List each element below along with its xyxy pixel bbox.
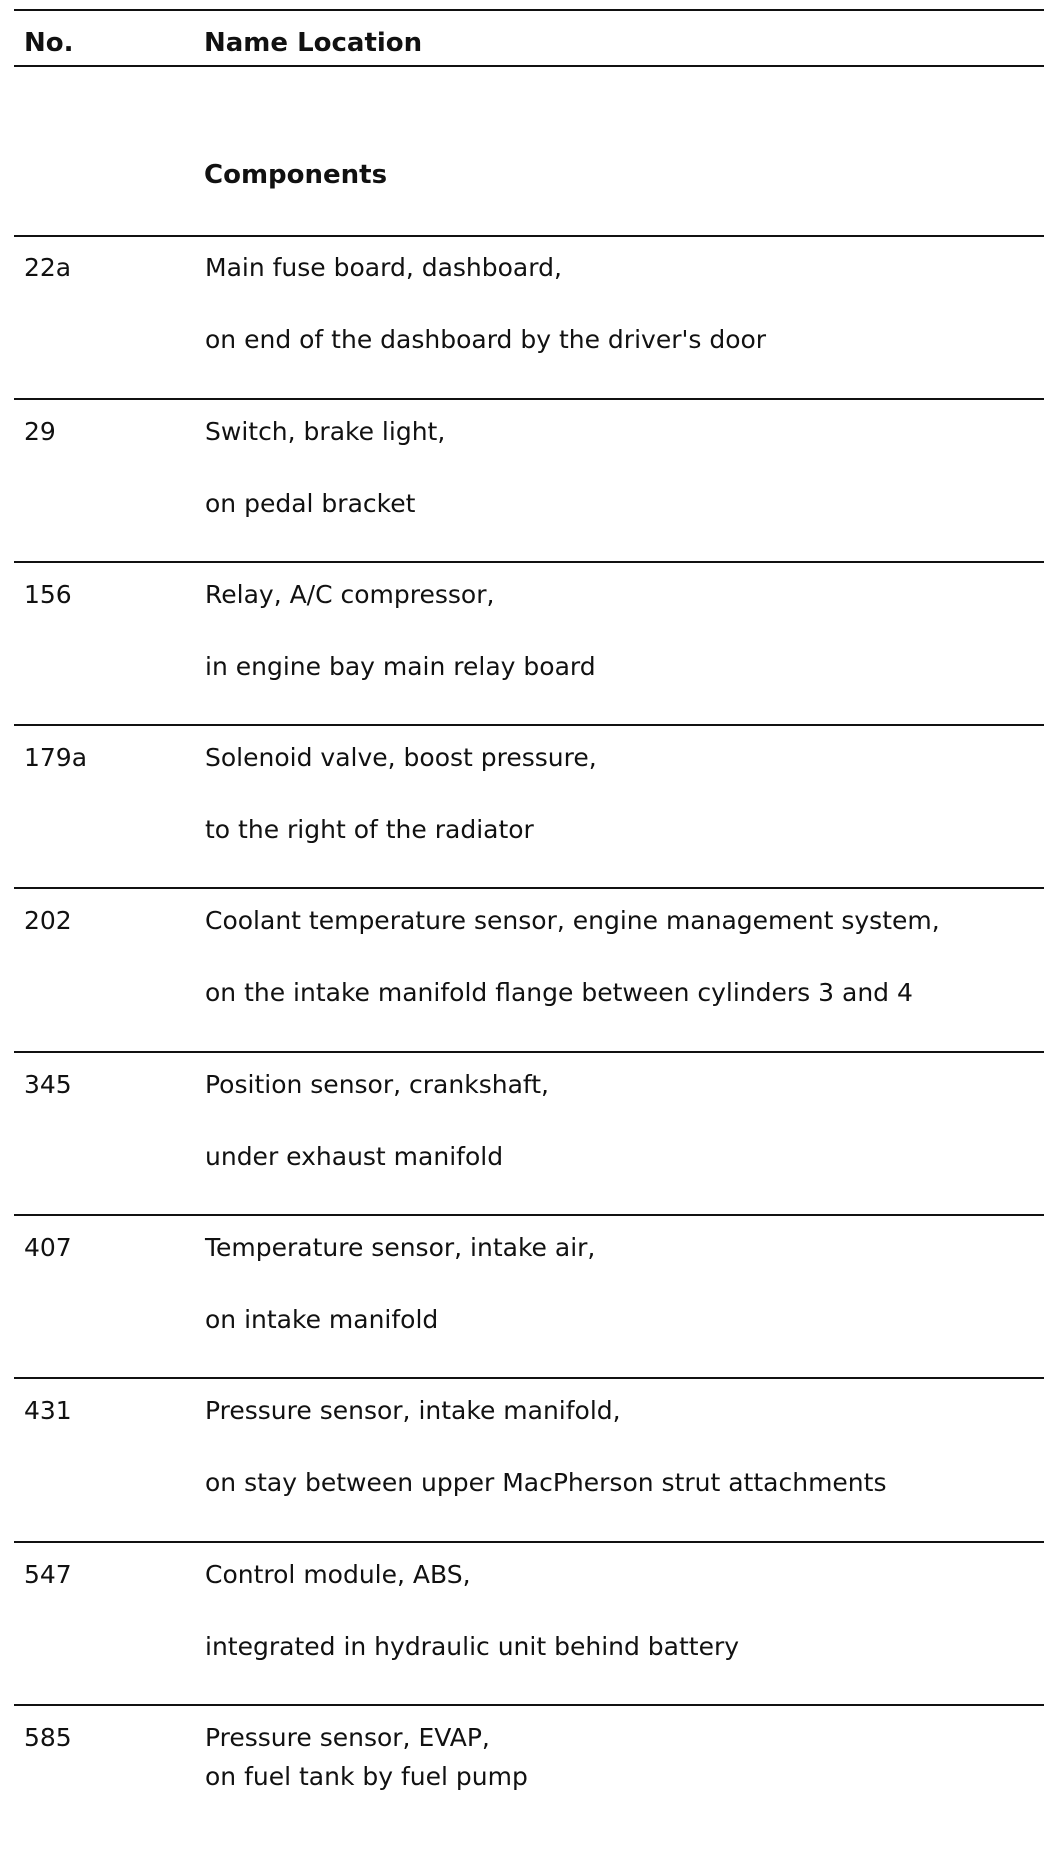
row-number: 202 xyxy=(24,906,72,935)
row-number: 585 xyxy=(24,1723,72,1752)
section-rule xyxy=(14,235,1044,237)
row-name: Pressure sensor, intake manifold, xyxy=(205,1396,621,1425)
section-title: Components xyxy=(204,160,388,190)
row-divider xyxy=(14,398,1044,400)
table-row xyxy=(0,572,1056,732)
row-divider xyxy=(14,887,1044,889)
row-divider xyxy=(14,724,1044,726)
row-divider xyxy=(14,1051,1044,1053)
row-divider xyxy=(14,1541,1044,1543)
row-name: Coolant temperature sensor, engine management system, xyxy=(205,906,940,935)
row-name: Main fuse board, dashboard, xyxy=(205,253,562,282)
row-name: Position sensor, crankshaft, xyxy=(205,1070,549,1099)
table-row xyxy=(0,898,1056,1058)
table-row xyxy=(0,735,1056,895)
row-number: 431 xyxy=(24,1396,72,1425)
table-row xyxy=(0,1552,1056,1712)
row-number: 345 xyxy=(24,1070,72,1099)
table-row xyxy=(0,245,1056,405)
row-name: Control module, ABS, xyxy=(205,1560,471,1589)
column-header-name-location: Name Location xyxy=(204,28,423,58)
table-row xyxy=(0,409,1056,569)
table-row xyxy=(0,1225,1056,1385)
row-number: 156 xyxy=(24,580,72,609)
row-name: Relay, A/C compressor, xyxy=(205,580,495,609)
table-row xyxy=(0,1062,1056,1222)
row-number: 407 xyxy=(24,1233,72,1262)
column-header-no: No. xyxy=(24,28,74,58)
header-rule xyxy=(14,65,1044,67)
row-number: 179a xyxy=(24,743,88,772)
row-name: Switch, brake light, xyxy=(205,417,446,446)
row-location: on end of the dashboard by the driver's door xyxy=(205,325,767,354)
row-location: on the intake manifold flange between cylinders 3 and 4 xyxy=(205,978,913,1007)
row-location: on stay between upper MacPherson strut attachments xyxy=(205,1468,887,1497)
row-location: on fuel tank by fuel pump xyxy=(205,1762,528,1791)
row-location: on intake manifold xyxy=(205,1305,439,1334)
row-location: on pedal bracket xyxy=(205,489,416,518)
row-location: under exhaust manifold xyxy=(205,1142,504,1171)
row-divider xyxy=(14,1377,1044,1379)
row-divider xyxy=(14,1214,1044,1216)
row-location: to the right of the radiator xyxy=(205,815,534,844)
table-row xyxy=(0,1715,1056,1875)
table-row xyxy=(0,1388,1056,1548)
row-name: Solenoid valve, boost pressure, xyxy=(205,743,597,772)
row-name: Pressure sensor, EVAP, xyxy=(205,1723,490,1752)
row-location: integrated in hydraulic unit behind battery xyxy=(205,1632,740,1661)
row-divider xyxy=(14,561,1044,563)
top-rule xyxy=(14,9,1044,11)
row-divider xyxy=(14,1704,1044,1706)
row-number: 547 xyxy=(24,1560,72,1589)
row-location: in engine bay main relay board xyxy=(205,652,596,681)
row-name: Temperature sensor, intake air, xyxy=(205,1233,596,1262)
row-number: 22a xyxy=(24,253,72,282)
row-number: 29 xyxy=(24,417,56,446)
